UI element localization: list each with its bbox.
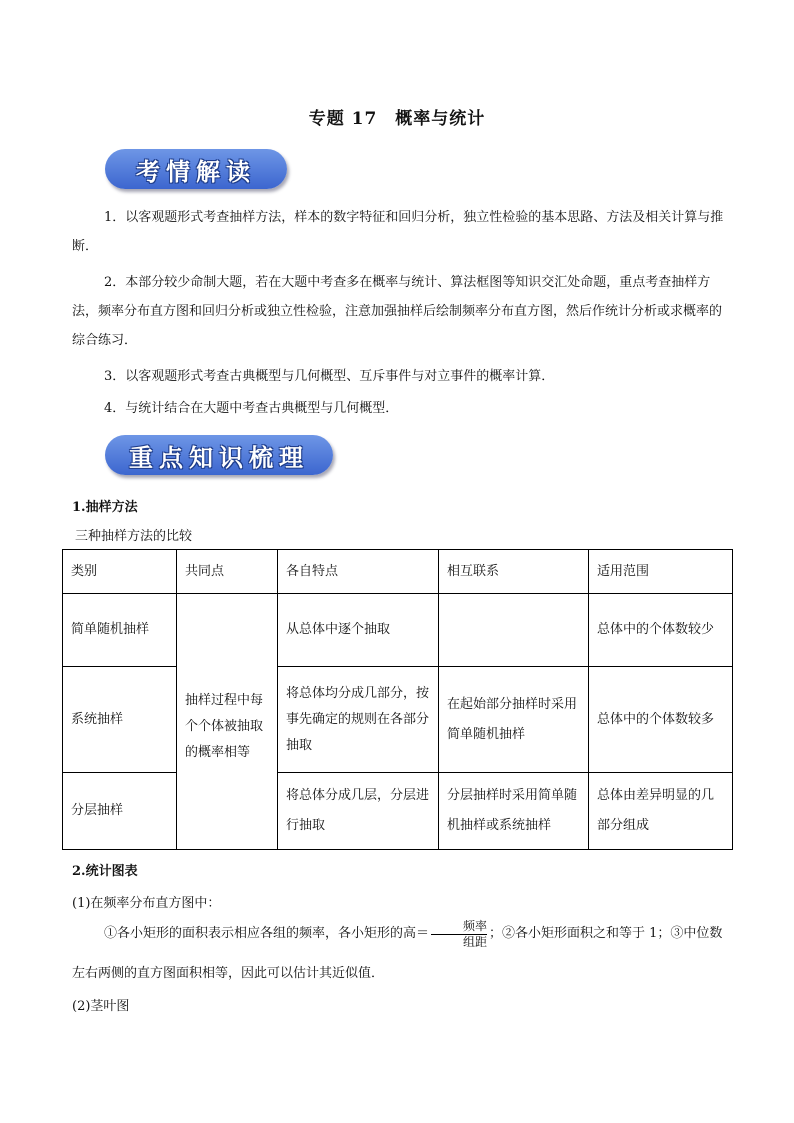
table-cell-feature: 将总体分成几层，分层进行抽取: [278, 773, 439, 850]
exam-point-3: 3．以客观题形式考查古典概型与几何概型、互斥事件与对立事件的概率计算．: [104, 369, 555, 384]
exam-point-4: 4．与统计结合在大题中考查古典概型与几何概型．: [104, 401, 399, 416]
page-title: 专题 17 概率与统计: [308, 109, 486, 129]
histogram-intro: (1)在频率分布直方图中：: [72, 896, 221, 911]
table-header-cell: 相互联系: [439, 550, 589, 594]
table-row: [63, 773, 733, 850]
table-header-cell: 共同点: [177, 550, 278, 594]
table-cell-relation: 分层抽样时采用简单随机抽样或系统抽样: [439, 773, 589, 850]
exam-analysis-banner-label: 考情解读: [136, 156, 256, 186]
table-cell-feature: 将总体均分成几部分，按事先确定的规则在各部分抽取: [278, 667, 439, 773]
table-cell-type: 系统抽样: [63, 667, 177, 773]
key-knowledge-banner: [105, 435, 333, 475]
table-header-cell: 类别: [63, 550, 177, 594]
table-row: [63, 594, 733, 667]
sampling-methods-table: [62, 549, 733, 850]
table-header-cell: 各自特点: [278, 550, 439, 594]
stem-leaf-heading: (2)茎叶图: [72, 999, 130, 1014]
table-cell-type: 分层抽样: [63, 773, 177, 850]
histogram-desc-part-a: ①各小矩形的面积表示相应各组的频率，各小矩形的高＝: [104, 926, 430, 941]
table-cell-relation: [439, 594, 589, 667]
fraction-denominator: 组距: [463, 934, 488, 949]
section-2-heading: 2.统计图表: [72, 864, 138, 879]
exam-point-1: 1．以客观题形式考查抽样方法，样本的数字特征和回归分析，独立性检验的基本思路、方法及相关计算与推断．: [72, 210, 724, 254]
histogram-desc-part-c: 左右两侧的直方图面积相等，因此可以估计其近似值．: [72, 966, 385, 981]
table-cell-common: 抽样过程中每个个体被抽取的概率相等: [177, 594, 278, 850]
table-cell-type: 简单随机抽样: [63, 594, 177, 667]
frequency-over-width-fraction: [431, 919, 487, 949]
fraction-numerator: 频率: [431, 919, 487, 935]
exam-point-2: 2．本部分较少命制大题，若在大题中考查多在概率与统计、算法框图等知识交汇处命题，重点考查抽样方法，频率分布直方图和回归分析或独立性检验，注意加强抽样后绘制频率分布直方图，然后作统计分析或求概率的综合练习．: [72, 275, 723, 348]
table-cell-scope: 总体中的个体数较多: [589, 667, 733, 773]
table-header-row: [63, 550, 733, 594]
section-1-subtitle: 三种抽样方法的比较: [75, 529, 193, 544]
table-row: [63, 667, 733, 773]
table-cell-relation: 在起始部分抽样时采用简单随机抽样: [439, 667, 589, 773]
histogram-description: [72, 918, 726, 950]
table-cell-feature: 从总体中逐个抽取: [278, 594, 439, 667]
histogram-desc-part-b: ；②各小矩形面积之和等于 1；③中位数: [489, 926, 723, 941]
table-header-cell: 适用范围: [589, 550, 733, 594]
section-1-heading: 1.抽样方法: [72, 500, 138, 515]
key-knowledge-banner-label: 重点知识梳理: [129, 442, 309, 472]
table-cell-scope: 总体由差异明显的几部分组成: [589, 773, 733, 850]
exam-analysis-banner: [105, 149, 287, 189]
table-cell-scope: 总体中的个体数较少: [589, 594, 733, 667]
